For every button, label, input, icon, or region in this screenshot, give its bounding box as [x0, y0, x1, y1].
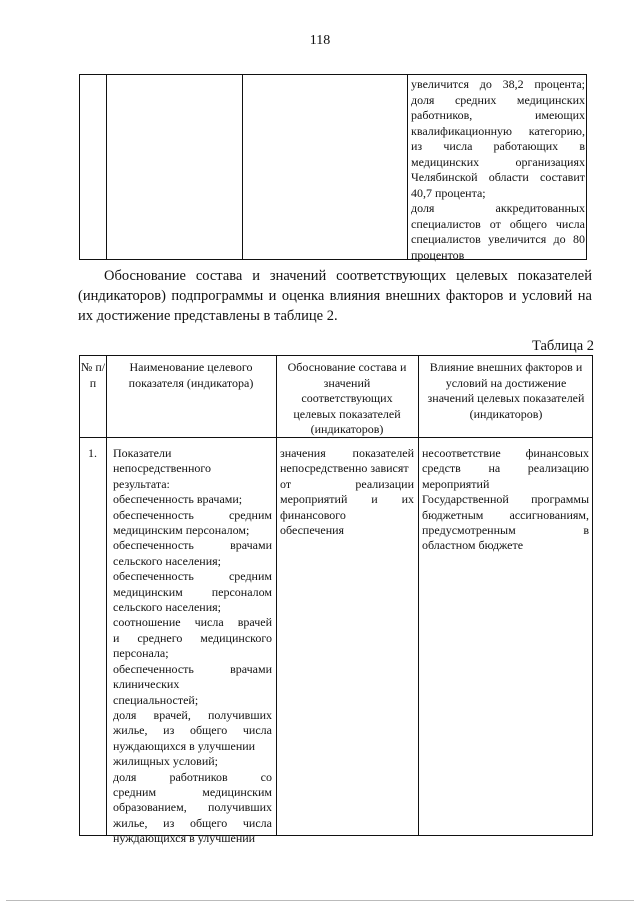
table-label: Таблица 2 [531, 338, 594, 354]
text-line: доля средних медицинских [411, 92, 585, 107]
text-line: непосредственного [113, 461, 212, 476]
text-line: мероприятий [422, 476, 490, 491]
text-line: медицинским персоналом [113, 584, 272, 599]
header-indicator-name: Наименование целевого показателя (индикатора) [128, 360, 254, 390]
text-line: несоответствие финансовых [422, 446, 589, 460]
page-number: 118 [309, 33, 331, 48]
text-line: обеспеченность средним [113, 569, 272, 584]
text-line: мероприятий и их [280, 492, 414, 507]
table-divider [242, 75, 243, 259]
body-paragraph: Обоснование состава и значений соответствующих целевых показателей (индикаторов) подпрограммы и оценка влияния внешних факторов и условий на их достижение представлены в таблице 2. [78, 268, 592, 324]
text-line: результата: [113, 476, 170, 491]
table-divider [407, 75, 408, 259]
indicators-table [79, 355, 593, 846]
text-line: от реализации [280, 476, 414, 491]
text-line: обеспеченность врачами; [113, 492, 243, 507]
text-line: специальностей; [113, 692, 199, 707]
text-line: работников, имеющих [411, 108, 585, 122]
text-line: нуждающихся в улучшении [113, 738, 256, 753]
text-line: соотношение числа врачей [113, 615, 272, 630]
text-line: Государственной программы [422, 492, 589, 507]
text-line: обеспеченность врачами [113, 661, 272, 676]
text-line: областном бюджете [422, 538, 524, 553]
text-line: увеличится до 38,2 процента; [411, 77, 585, 91]
text-line: доля работников со [113, 769, 272, 784]
text-line: Челябинской области составит [411, 170, 585, 184]
text-line: 40,7 процента; [411, 185, 486, 200]
text-line: Показатели [113, 446, 172, 460]
header-external-factors: Влияние внешних факторов и условий на достижение значений целевых показателей (индикаторов) [427, 360, 585, 421]
text-line: финансового [280, 507, 346, 522]
text-line: доля аккредитованных [411, 201, 585, 215]
text-line: средств на реализацию [422, 461, 589, 476]
text-line: квалификационную категорию, [411, 123, 585, 138]
text-line: обеспеченность средним [113, 507, 272, 522]
text-line: медицинским персоналом; [113, 523, 250, 538]
continuation-cell-text [411, 77, 585, 263]
text-line: образованием, получивших [113, 800, 272, 815]
text-line: из числа работающих в [411, 139, 585, 153]
text-line: сельского населения; [113, 553, 221, 568]
text-line: жилье, из общего числа [113, 815, 272, 830]
row-number: 1. [88, 446, 97, 460]
external-factors-cell [422, 446, 589, 554]
text-line: медицинских организациях [411, 154, 585, 169]
header-number: № п/п [80, 360, 106, 390]
table-divider [106, 75, 107, 259]
text-line: специалистов увеличится до 80 [411, 232, 585, 246]
indicator-names-cell [113, 446, 272, 847]
text-line: доля врачей, получивших [113, 707, 272, 722]
text-line: обеспеченность врачами [113, 538, 272, 553]
text-line: значения показателей [280, 446, 414, 460]
text-line: и среднего медицинского [113, 630, 272, 645]
text-line: жилищных условий; [113, 754, 219, 769]
text-line: процентов [411, 247, 465, 262]
text-line: жилье, из общего числа [113, 723, 272, 738]
text-line: нуждающихся в улучшении [113, 831, 256, 846]
text-line: обеспечения [280, 523, 345, 538]
text-line: средним медицинским [113, 784, 272, 799]
text-line: бюджетным ассигнованиям, [422, 507, 589, 522]
page-bottom-rule [6, 900, 634, 901]
text-line: клинических [113, 677, 180, 692]
text-line: непосредственно зависят [280, 461, 409, 476]
text-line: специалистов от общего числа [411, 216, 585, 231]
justification-cell [280, 446, 414, 538]
table-divider [418, 356, 419, 835]
text-line: предусмотренным в [422, 523, 589, 538]
table-divider [106, 356, 107, 835]
text-line: персонала; [113, 646, 169, 661]
text-line: сельского населения; [113, 600, 221, 615]
header-justification: Обоснование состава и значений соответствующих целевых показателей (индикаторов) [287, 360, 407, 436]
continuation-table [79, 74, 587, 260]
